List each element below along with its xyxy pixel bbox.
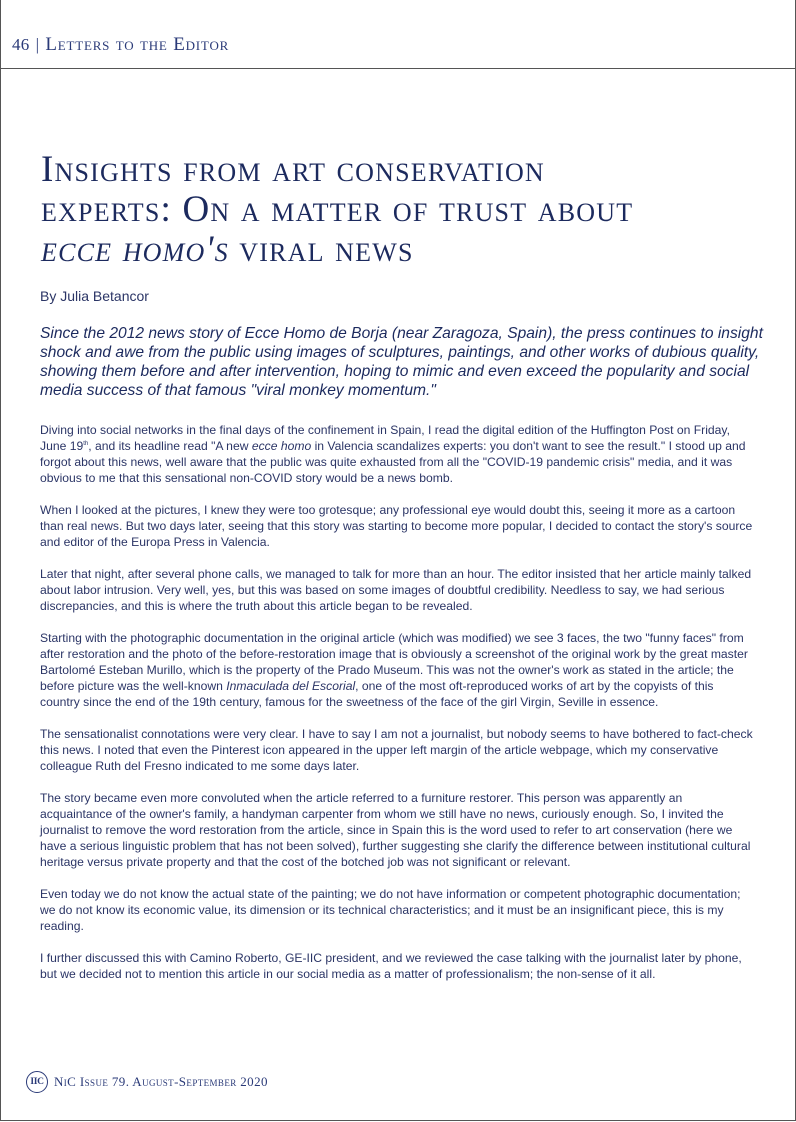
title-line-3: viral news: [228, 229, 414, 270]
p4-text-b: , one of the most oft-reproduced works of art by the copyists of this country since the end of the 19th century, famous for the sweetness of the face of the girl Virgin, Seville in essence.: [40, 679, 714, 709]
page-number: 46: [12, 35, 30, 54]
p1-text-c: in Valencia scandalizes experts: you don't want to see the result." I stood up and forgot about this news, well aware that the public was quite exhausted from all the "COVID-19 pandemic crisis" media, and it was obvious to me that this sensational non-COVID story would be a news bomb.: [40, 439, 746, 485]
paragraph-1: [40, 422, 756, 486]
section-name: Letters to the Editor: [45, 34, 230, 55]
p4-text-a: Starting with the photographic documentation in the original article (which was modified) we see 3 faces, the two "funny faces" from after restoration and the photo of the before-restoration image that is obviously a screenshot of the original work by the great master Bartolomé Esteban Murillo, which is the property of the Prado Museum. This was not the owner's work as stated in the article; the before picture was the well-known: [40, 631, 748, 693]
running-head-separator: |: [35, 35, 40, 54]
p1-text-a: Diving into social networks in the final days of the confinement in Spain, I read the digital edition of the Huffington Post on Friday, June 19: [40, 423, 730, 453]
paragraph-7: Even today we do not know the actual state of the painting; we do not have information or competent photographic documentation; we do not know its economic value, its dimension or its technical characteristics; and it must be an insignificant piece, this is my reading.: [40, 887, 741, 933]
p1-text-b: , and its headline read "A new: [88, 439, 252, 453]
paragraph-6: The story became even more convoluted when the article referred to a furniture restorer. This person was apparently an acquaintance of the owner's family, a handyman carpenter from whom we still have no news, curiously enough. So, I invited the journalist to remove the word restoration from the article, since in Spain this is the word used to refer to art conservation (here we have a serious linguistic problem that has not been solved), further suggesting she clarify the difference between institutional cultural heritage versus private property and that the cost of the botched job was not significant or relevant.: [40, 791, 751, 869]
title-italic-phrase: ecce homo's: [41, 229, 229, 270]
page-footer: [26, 1071, 268, 1093]
p4-italic: Inmaculada del Escorial: [226, 679, 356, 693]
paragraph-8: I further discussed this with Camino Roberto, GE-IIC president, and we reviewed the case talking with the journalist later by phone, but we decided not to mention this article in our social media as a matter of professionalism; the non-sense of it all.: [40, 951, 742, 981]
title-line-1: Insights from art conservation: [41, 149, 545, 190]
paragraph-3: Later that night, after several phone calls, we managed to talk for more than an hour. The editor insisted that her article mainly talked about labor intrusion. Very well, yes, but this was based on some images of doubtful credibility. Needless to say, we had serious discrepancies, and this is where the truth about this article began to be revealed.: [40, 567, 752, 613]
article-title: [41, 150, 761, 270]
paragraph-4: [40, 630, 756, 710]
p1-superscript: th: [83, 441, 89, 447]
article-body: [40, 422, 756, 998]
issue-info: NiC Issue 79. August-September 2020: [54, 1074, 268, 1089]
standfirst: Since the 2012 news story of Ecce Homo de Borja (near Zaragoza, Spain), the press continues to insight shock and awe from the public using images of sculptures, paintings, and other works of dubious quality, showing them before and after intervention, hoping to mimic and even exceed the popularity and social media success of that famous "viral monkey momentum.": [40, 325, 763, 399]
p1-italic: ecce homo: [251, 439, 312, 453]
paragraph-5: The sensationalist connotations were very clear. I have to say I am not a journalist, but nobody seems to have bothered to fact-check this news. I noted that even the Pinterest icon appeared in the upper left margin of the article webpage, which my conservative colleague Ruth del Fresno indicated to me some days later.: [40, 727, 753, 773]
header-rule: [0, 68, 795, 69]
paragraph-2: When I looked at the pictures, I knew they were too grotesque; any professional eye would doubt this, seeing it more as a cartoon than real news. But two days later, seeing that this story was starting to become more popular, I decided to contact the story's source and editor of the Europa Press in Valencia.: [40, 503, 753, 549]
byline: By Julia Betancor: [40, 288, 149, 304]
iic-logo-icon: IIC: [26, 1071, 48, 1093]
title-line-2: experts: On a matter of trust about: [41, 189, 634, 230]
running-head: [12, 34, 229, 56]
